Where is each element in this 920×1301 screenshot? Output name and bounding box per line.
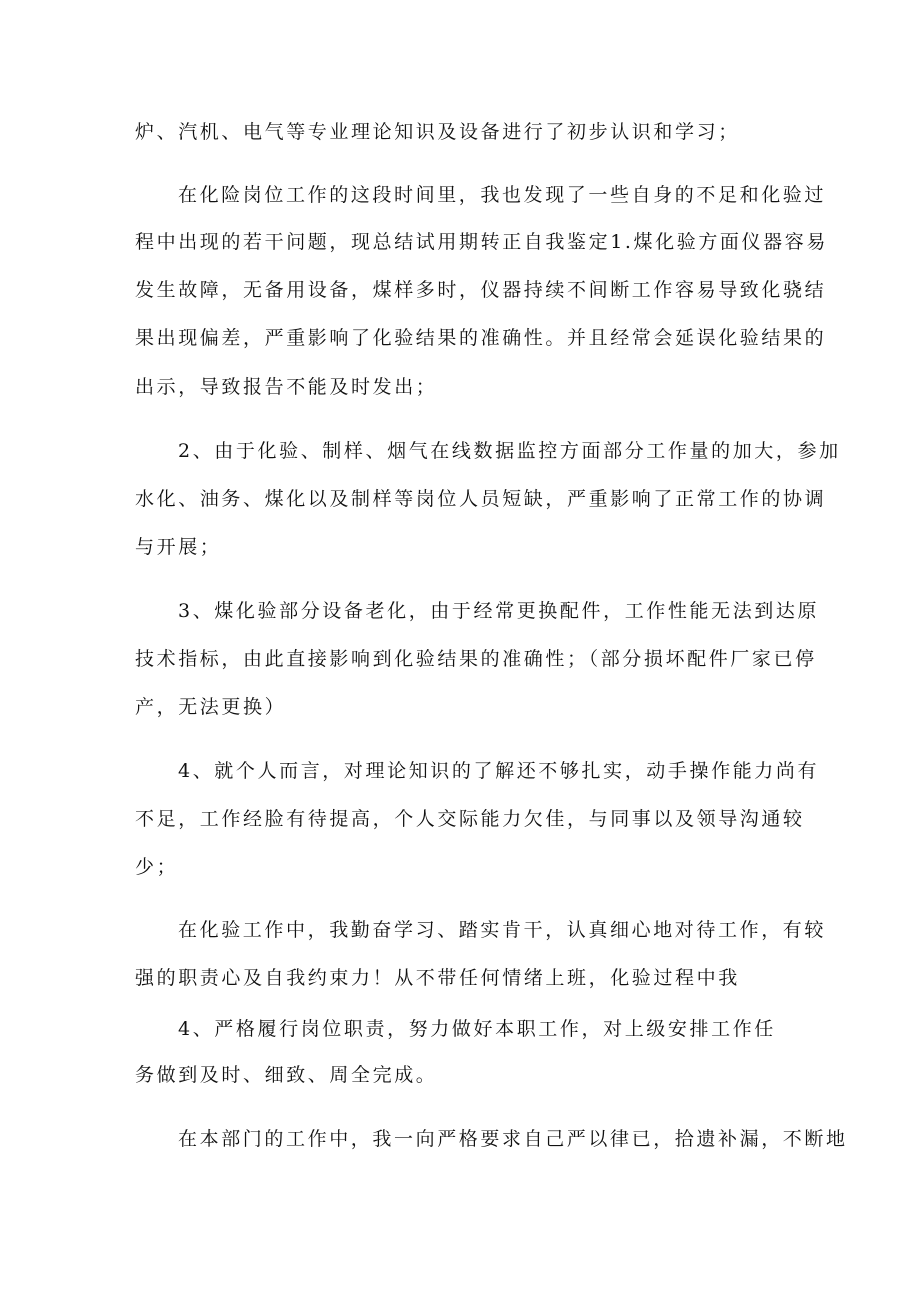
- text-line: 少；: [135, 856, 179, 878]
- text-line: 在本部门的工作中，我一向严格要求自己严以律已，拾遗补漏，不断地: [178, 1128, 848, 1150]
- text-line: 3、煤化验部分设备老化，由于经常更换配件，工作性能无法到达原: [178, 600, 820, 622]
- text-line: 务做到及时、细致、周全完成。: [135, 1064, 438, 1086]
- text-line: 出示，导致报告不能及时发出；: [135, 376, 438, 398]
- text-line: 在化验工作中，我勤奋学习、踏实肯干，认真细心地对待工作，有较: [178, 919, 827, 941]
- text-line: 发生故障，无备用设备，煤样多时，仪器持续不间断工作容易导致化骁结: [135, 279, 827, 301]
- text-line: 技术指标，由此直接影响到化验结果的准确性；（部分损坏配件厂家已停: [135, 648, 817, 670]
- text-line: 不足，工作经脸有待提高，个人交际能力欠佳，与同事以及领导沟通较: [135, 808, 805, 830]
- text-line: 果出现偏差，严重影响了化验结果的准确性。并且经常会延误化验结果的: [135, 327, 827, 349]
- text-line: 炉、汽机、电气等专业理论知识及设备进行了初步认识和学习；: [135, 121, 740, 143]
- text-line: 与开展；: [135, 536, 222, 558]
- text-line: 4、就个人而言，对理论知识的了解还不够扎实，动手操作能力尚有: [178, 760, 820, 782]
- text-line: 在化险岗位工作的这段时间里，我也发现了一些自身的不足和化验过: [178, 184, 827, 206]
- text-line: 水化、油务、煤化以及制样等岗位人员短缺，严重影响了正常工作的协调: [135, 488, 827, 510]
- text-line: 程中出现的若干问题，现总结试用期转正自我鉴定1.煤化验方面仪器容易: [135, 231, 828, 253]
- text-line: 4、严格履行岗位职责，努力做好本职工作，对上级安排工作任: [178, 1018, 776, 1040]
- text-line: 强的职责心及自我约束力！从不带任何情绪上班，化验过程中我: [135, 967, 740, 989]
- text-line: 2、由于化验、制样、烟气在线数据监控方面部分工作量的加大，参加: [178, 440, 841, 462]
- text-line: 产，无法更换）: [135, 696, 287, 718]
